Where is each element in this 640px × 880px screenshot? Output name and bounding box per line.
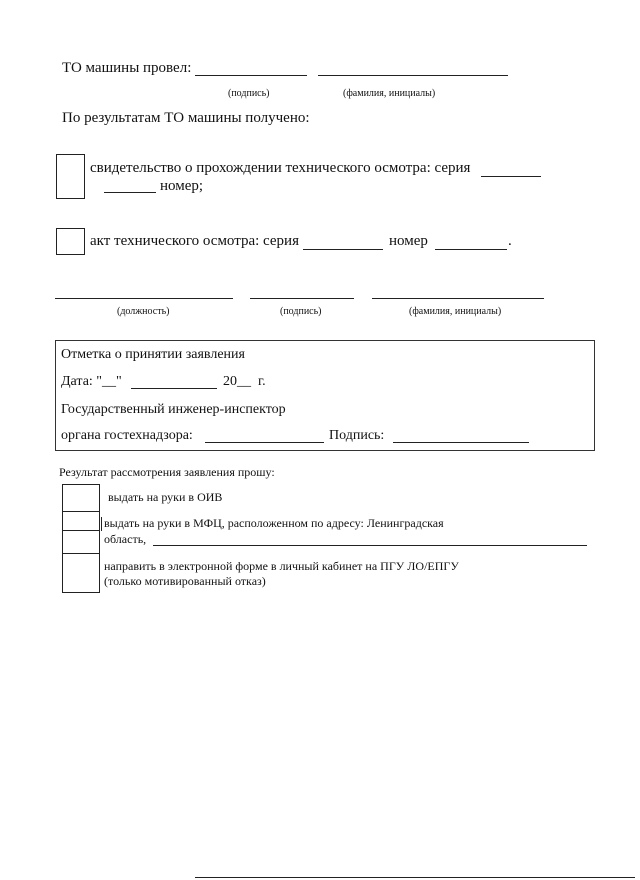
option-in-person-text: выдать на руки в ОИВ <box>108 490 223 504</box>
caption-signature: (подпись) <box>280 306 322 317</box>
act-checkbox[interactable] <box>56 228 85 255</box>
certificate-text-line2: номер; <box>160 178 204 194</box>
caption-position: (должность) <box>117 306 170 317</box>
to-conducted-label: ТО машины провел: <box>62 60 192 76</box>
to-name-field[interactable] <box>318 75 508 76</box>
option-mfc-checkbox[interactable] <box>62 530 100 554</box>
signature-field[interactable] <box>250 298 354 299</box>
acceptance-signature-label: Подпись: <box>329 428 385 443</box>
option-online-text-line2: (только мотивированный отказ) <box>104 574 266 588</box>
certificate-text-line1: свидетельство о прохождении технического осмотра: серия <box>90 160 471 176</box>
act-number-label: номер <box>389 233 428 249</box>
option-mfc-text-line1: выдать на руки в МФЦ, расположенном по адресу: Ленинградская <box>104 516 444 530</box>
acceptance-year-prefix: 20__ <box>223 374 251 389</box>
option-in-person-checkbox[interactable] <box>62 484 100 512</box>
certificate-number-field[interactable] <box>104 192 156 193</box>
page-bottom-line <box>195 877 635 878</box>
caption-name: (фамилия, инициалы) <box>409 306 502 317</box>
acceptance-date-label: Дата: "__" <box>61 374 122 389</box>
option-online-text-line1: направить в электронной форме в личный кабинет на ПГУ ЛО/ЕПГУ <box>104 559 459 573</box>
certificate-checkbox[interactable] <box>56 154 85 199</box>
position-field[interactable] <box>55 298 233 299</box>
inspector-line2: органа гостехнадзора: <box>61 428 193 443</box>
certificate-series-field[interactable] <box>481 176 541 177</box>
option-mfc-text-line2: область, <box>104 532 147 546</box>
act-number-field[interactable] <box>435 249 507 250</box>
option-mfc-bracket <box>101 517 102 531</box>
review-heading: Результат рассмотрения заявления прошу: <box>59 465 275 479</box>
acceptance-date-month-field[interactable] <box>131 388 217 389</box>
inspector-name-field[interactable] <box>205 442 324 443</box>
option-online-checkbox[interactable] <box>62 553 100 593</box>
to-caption-name: (фамилия, инициалы) <box>343 88 436 99</box>
acceptance-signature-field[interactable] <box>393 442 529 443</box>
to-signature-field[interactable] <box>195 75 307 76</box>
act-period: . <box>508 233 512 249</box>
act-series-field[interactable] <box>303 249 383 250</box>
acceptance-title: Отметка о принятии заявления <box>61 347 245 362</box>
to-caption-signature: (подпись) <box>228 88 270 99</box>
acceptance-year-suffix: г. <box>258 374 266 389</box>
option-mfc-address-field[interactable] <box>153 545 587 546</box>
name-field[interactable] <box>372 298 544 299</box>
act-text: акт технического осмотра: серия <box>90 233 299 249</box>
inspector-line1: Государственный инженер-инспектор <box>61 402 286 417</box>
results-heading: По результатам ТО машины получено: <box>62 110 310 126</box>
option-mfc-checkbox-top[interactable] <box>62 511 100 531</box>
